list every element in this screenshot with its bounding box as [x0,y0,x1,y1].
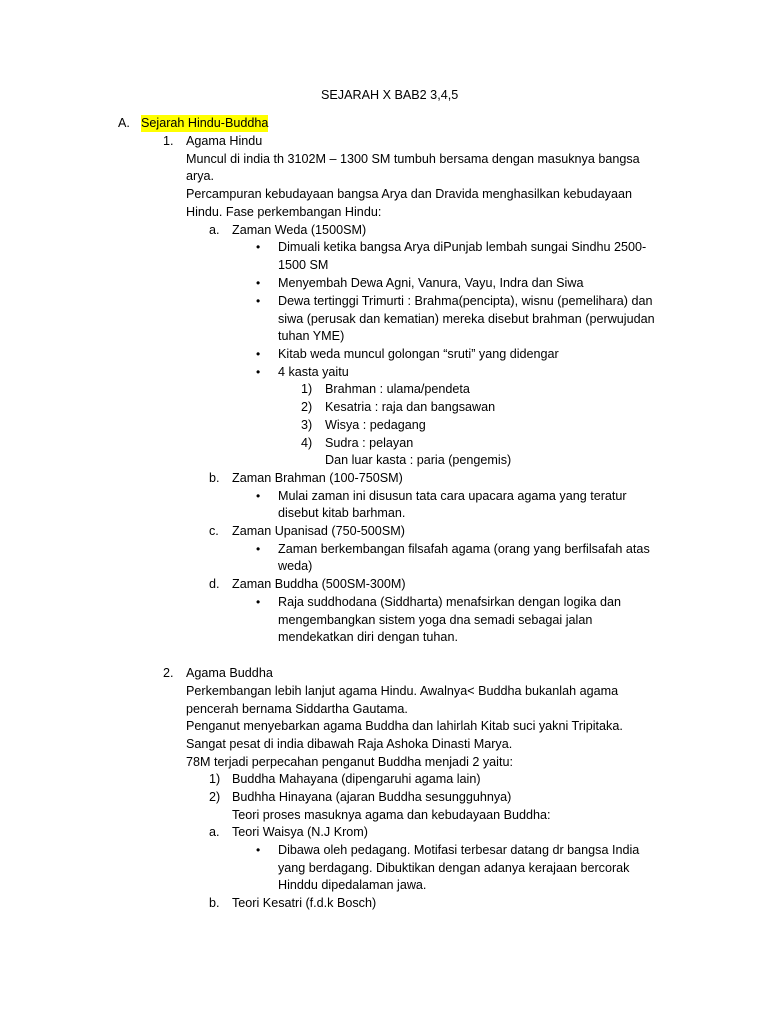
zaman-buddha-heading: Zaman Buddha (500SM-300M) [232,577,406,591]
kasta-number: 4) [301,436,313,450]
list-marker: c. [209,524,219,538]
kasta-note: Dan luar kasta : paria (pengemis) [325,453,512,467]
kasta-number: 3) [301,418,313,432]
kasta-item: Wisya : pedagang [325,418,426,432]
paragraph-line: Perkembangan lebih lanjut agama Hindu. Awalnya< Buddha bukanlah agama [186,684,619,698]
bullet-text: 1500 SM [278,258,329,272]
bullet-text: tuhan YME) [278,329,345,343]
bullet-text: yang berdagang. Dibuktikan dengan adanya kerajaan bercorak [278,861,630,875]
bullet-text: mengembangkan sistem yoga dna semadi sebagai jalan [278,613,593,627]
bullet-text: Hinddu dipedalaman jawa. [278,878,427,892]
section-a-heading: Sejarah Hindu-Buddha [141,116,269,130]
paragraph-line: Penganut menyebarkan agama Buddha dan lahirlah Kitab suci yakni Tripitaka. [186,719,623,733]
bullet-icon: • [256,294,261,308]
paragraph-line: arya. [186,169,214,183]
bullet-text: Raja suddhodana (Siddharta) menafsirkan dengan logika dan [278,595,622,609]
split-item: Budhha Hinayana (ajaran Buddha sesungguhnya) [232,790,512,804]
zaman-weda-heading: Zaman Weda (1500SM) [232,223,367,237]
kasta-number: 1) [301,382,313,396]
bullet-text: mendekatkan diri dengan tuhan. [278,630,458,644]
bullet-icon: • [256,365,261,379]
paragraph-line: Percampuran kebudayaan bangsa Arya dan Dravida menghasilkan kebudayaan [186,187,632,201]
bullet-text: Dimuali ketika bangsa Arya diPunjab lembah sungai Sindhu 2500- [278,240,647,254]
kasta-item: Kesatria : raja dan bangsawan [325,400,496,414]
paragraph-line: Muncul di india th 3102M – 1300 SM tumbuh bersama dengan masuknya bangsa [186,152,640,166]
list-marker: a. [209,223,220,237]
teori-waisya-heading: Teori Waisya (N.J Krom) [232,825,368,839]
paragraph-line: 78M terjadi perpecahan penganut Buddha menjadi 2 yaitu: [186,755,513,769]
agama-hindu-heading: Agama Hindu [186,134,263,148]
list-marker: d. [209,577,220,591]
kasta-item: Brahman : ulama/pendeta [325,382,470,396]
teori-intro: Teori proses masuknya agama dan kebudayaan Buddha: [232,808,551,822]
zaman-upanisad-heading: Zaman Upanisad (750-500SM) [232,524,405,538]
bullet-text: 4 kasta yaitu [278,365,349,379]
split-number: 2) [209,790,221,804]
bullet-text: Menyembah Dewa Agni, Vanura, Vayu, Indra dan Siwa [278,276,584,290]
list-marker: b. [209,471,220,485]
bullet-icon: • [256,595,261,609]
bullet-icon: • [256,542,261,556]
document-title: SEJARAH X BAB2 3,4,5 [321,88,459,102]
split-number: 1) [209,772,221,786]
list-marker: b. [209,896,220,910]
list-marker: a. [209,825,220,839]
paragraph-line: Hindu. Fase perkembangan Hindu: [186,205,382,219]
agama-buddha-heading: Agama Buddha [186,666,273,680]
bullet-icon: • [256,240,261,254]
bullet-icon: • [256,347,261,361]
list-number: 2. [163,666,174,680]
bullet-icon: • [256,276,261,290]
bullet-text: siwa (perusak dan kematian) mereka disebut brahman (perwujudan [278,312,655,326]
zaman-brahman-heading: Zaman Brahman (100-750SM) [232,471,403,485]
section-a-marker: A. [118,116,130,130]
kasta-number: 2) [301,400,313,414]
bullet-text: Dewa tertinggi Trimurti : Brahma(pencipta), wisnu (pemelihara) dan [278,294,653,308]
list-number: 1. [163,134,174,148]
kasta-item: Sudra : pelayan [325,436,414,450]
bullet-text: weda) [278,559,313,573]
split-item: Buddha Mahayana (dipengaruhi agama lain) [232,772,481,786]
bullet-text: Mulai zaman ini disusun tata cara upacara agama yang teratur [278,489,627,503]
bullet-icon: • [256,489,261,503]
paragraph-line: pencerah bernama Siddartha Gautama. [186,702,408,716]
teori-kesatri-heading: Teori Kesatri (f.d.k Bosch) [232,896,377,910]
bullet-text: Kitab weda muncul golongan “sruti” yang didengar [278,347,559,361]
bullet-text: Zaman berkembangan filsafah agama (orang yang berfilsafah atas [278,542,650,556]
bullet-text: Dibawa oleh pedagang. Motifasi terbesar datang dr bangsa India [278,843,640,857]
paragraph-line: Sangat pesat di india dibawah Raja Ashoka Dinasti Marya. [186,737,513,751]
bullet-text: disebut kitab barhman. [278,506,406,520]
bullet-icon: • [256,843,261,857]
